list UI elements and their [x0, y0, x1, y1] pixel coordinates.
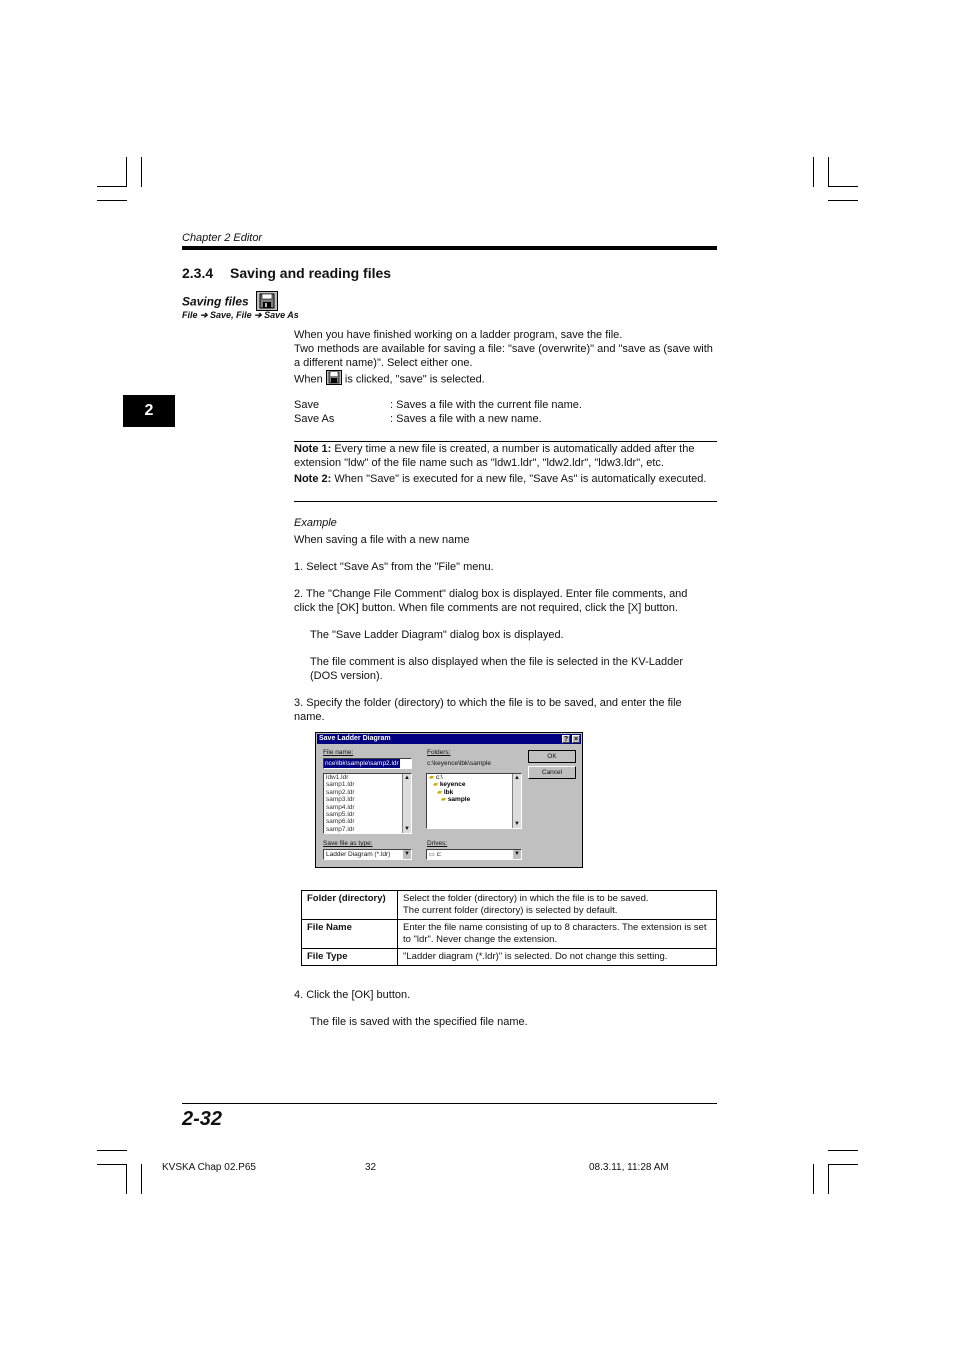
- note-2: [294, 472, 717, 486]
- footer-date: 08.3.11, 11:28 AM: [589, 1162, 669, 1173]
- list-item[interactable]: samp1.ldr: [326, 781, 355, 789]
- step-2-note: The file comment is also displayed when the file is selected in the KV-Ladder (DOS version).: [310, 656, 683, 682]
- step-3: 3. Specify the folder (directory) to which the file is to be saved, and enter the file name.: [294, 697, 682, 723]
- menu-path: File ➔ Save, File ➔ Save As: [182, 310, 299, 320]
- drives-label: Drives:: [427, 840, 448, 847]
- list-item[interactable]: samp4.ldr: [326, 803, 355, 811]
- close-button[interactable]: ×: [573, 736, 579, 743]
- table-row: [302, 920, 717, 949]
- scroll-up-icon[interactable]: ▲: [514, 775, 520, 781]
- table-value: Enter the file name consisting of up to 8 characters. The extension is set to "ldr". Never change the extension.: [398, 920, 717, 949]
- crop-mark: [126, 157, 127, 187]
- crop-mark: [828, 157, 829, 187]
- file-list[interactable]: [323, 773, 412, 834]
- definition-desc: : Saves a file with a new name.: [390, 413, 542, 425]
- chevron-down-icon[interactable]: ▼: [514, 851, 520, 857]
- note-text: Every time a new file is created, a number is automatically added after the extension "ldw" of the file name such as "ldw1.ldr", "ldw2.ldr", "ldw3.ldr", etc.: [294, 443, 695, 469]
- ok-button[interactable]: OK: [528, 750, 576, 763]
- crop-mark: [813, 157, 814, 187]
- help-button[interactable]: ?: [563, 736, 569, 743]
- header-rule: [182, 246, 717, 250]
- page-number: 2-32: [182, 1108, 223, 1130]
- subsection-title: Saving files: [182, 294, 249, 309]
- folder-tree[interactable]: [426, 773, 522, 829]
- crop-mark: [813, 1164, 814, 1194]
- note-rule-bottom: [294, 501, 717, 502]
- crop-mark: [97, 1150, 127, 1151]
- file-type-value: Ladder Diagram (*.ldr): [326, 851, 391, 858]
- open-folder-icon: ▰: [433, 781, 438, 789]
- drive-icon: ▭: [429, 852, 435, 858]
- intro-line-2: Two methods are available for saving a file: "save (overwrite)" and "save as (save with a different name)". Select either one.: [294, 343, 713, 369]
- step-4: 4. Click the [OK] button.: [294, 989, 411, 1001]
- dialog-titlebar: [317, 734, 581, 744]
- drives-value: c:: [436, 851, 442, 858]
- crop-mark: [828, 186, 858, 187]
- folder-item-root[interactable]: [427, 774, 521, 781]
- table-key: Folder (directory): [302, 891, 398, 920]
- example-intro: When saving a file with a new name: [294, 534, 470, 546]
- scroll-down-icon[interactable]: ▼: [404, 826, 410, 832]
- crop-mark: [126, 1164, 127, 1194]
- chapter-side-tab: 2: [123, 395, 175, 427]
- crop-mark: [828, 1164, 829, 1194]
- list-item[interactable]: samp6.ldr: [326, 818, 355, 826]
- crop-mark: [141, 1164, 142, 1194]
- intro-line-3-post: is clicked, "save" is selected.: [344, 373, 485, 386]
- scroll-down-icon[interactable]: ▼: [514, 821, 520, 827]
- definition-save-as: [294, 412, 714, 426]
- footer-rule: [182, 1103, 717, 1104]
- footer-page-index: 32: [365, 1162, 377, 1173]
- cancel-button[interactable]: Cancel: [528, 766, 576, 779]
- table-value-line: Select the folder (directory) in which the file is to be saved.: [403, 893, 649, 904]
- folder-name: c:\: [435, 774, 443, 781]
- section-heading: [182, 265, 391, 281]
- open-folder-icon: ▰: [441, 796, 446, 804]
- section-number: 2.3.4: [182, 265, 214, 281]
- open-folder-icon: ▰: [437, 788, 442, 796]
- folder-name: sample: [447, 796, 471, 804]
- table-value-line: The current folder (directory) is selected by default.: [403, 905, 618, 916]
- intro-line-1: When you have finished working on a ladder program, save the file.: [294, 329, 623, 341]
- table-value: "Ladder diagram (*.ldr)" is selected. Do not change this setting.: [398, 949, 717, 966]
- step-1: 1. Select "Save As" from the "File" menu.: [294, 561, 494, 573]
- dialog-title: Save Ladder Diagram: [319, 735, 391, 742]
- crop-mark: [97, 1164, 127, 1165]
- file-name-input[interactable]: [323, 758, 412, 769]
- step-4-result: The file is saved with the specified file name.: [310, 1016, 528, 1028]
- example-heading: Example: [294, 517, 337, 529]
- step-2: 2. The "Change File Comment" dialog box is displayed. Enter file comments, and click the [OK] button. When file comments are not required, click the [X] button.: [294, 588, 688, 614]
- list-item[interactable]: samp3.ldr: [326, 796, 355, 804]
- chevron-down-icon[interactable]: ▼: [404, 851, 410, 857]
- crop-mark: [828, 1164, 858, 1165]
- crop-mark: [97, 186, 127, 187]
- open-folder-icon: ▰: [429, 774, 434, 781]
- table-row: [302, 891, 717, 920]
- crop-mark: [828, 1150, 858, 1151]
- table-row: [302, 949, 717, 966]
- footer-file: KVSKA Chap 02.P65: [162, 1162, 256, 1173]
- definition-term: Save: [294, 399, 320, 411]
- crop-mark: [97, 200, 127, 201]
- chapter-header: Chapter 2 Editor: [182, 232, 263, 244]
- intro-line-3-pre: When: [294, 373, 323, 386]
- folder-name: lbk: [443, 788, 454, 796]
- definition-term: Save As: [294, 413, 335, 425]
- intro-line-3: [294, 370, 714, 389]
- file-type-select[interactable]: [323, 849, 412, 860]
- table-key: File Type: [302, 949, 398, 966]
- definition-save: [294, 398, 714, 412]
- definition-desc: : Saves a file with the current file name.: [390, 399, 582, 411]
- note-label: Note 2:: [294, 473, 332, 485]
- folders-path: c:\keyence\lbk\sample: [427, 760, 491, 767]
- settings-table: [301, 890, 717, 966]
- crop-mark: [141, 157, 142, 187]
- file-name-label: File name:: [323, 749, 354, 756]
- list-item[interactable]: samp5.ldr: [326, 811, 355, 819]
- crop-mark: [828, 200, 858, 201]
- note-1: [294, 442, 717, 470]
- note-label: Note 1:: [294, 443, 332, 455]
- save-ladder-dialog: [315, 732, 583, 868]
- section-title: Saving and reading files: [230, 265, 392, 281]
- folder-item-lbk[interactable]: [427, 789, 521, 796]
- drives-select[interactable]: [426, 849, 522, 860]
- file-type-label: Save file as type:: [323, 840, 373, 847]
- table-value: [398, 891, 717, 920]
- folder-name: keyence: [439, 781, 466, 789]
- folder-tree-scrollbar[interactable]: [512, 774, 521, 828]
- list-item[interactable]: ldw1.ldr: [326, 774, 349, 781]
- folders-label: Folders:: [427, 749, 451, 756]
- file-list-scrollbar[interactable]: [402, 774, 411, 833]
- step-2-result: The "Save Ladder Diagram" dialog box is displayed.: [310, 629, 564, 641]
- scroll-up-icon[interactable]: ▲: [404, 775, 410, 781]
- note-text: When "Save" is executed for a new file, "Save As" is automatically executed.: [331, 473, 707, 485]
- table-key: File Name: [302, 920, 398, 949]
- list-item[interactable]: samp2.ldr: [326, 788, 355, 796]
- folder-item-keyence[interactable]: [427, 781, 521, 788]
- file-name-value: nce\lbk\sample\samp2.ldr: [325, 760, 399, 767]
- folder-item-sample[interactable]: [427, 796, 521, 803]
- list-item[interactable]: samp7.ldr: [326, 825, 355, 833]
- save-disk-icon: [326, 370, 342, 389]
